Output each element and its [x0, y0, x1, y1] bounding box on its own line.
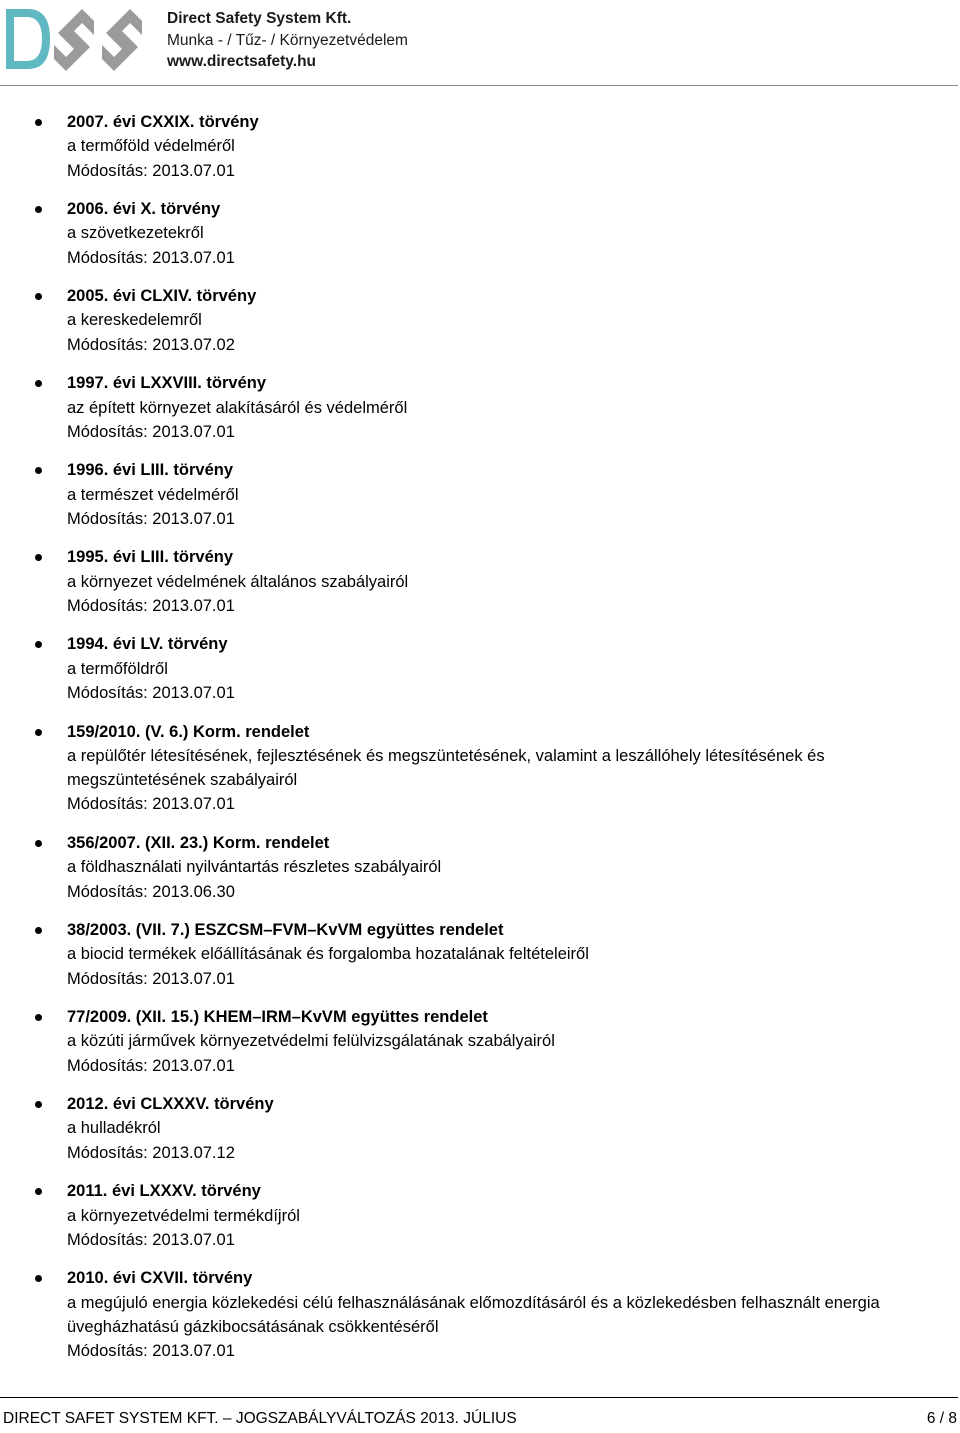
- list-item: [0, 371, 960, 444]
- bullet-icon: [35, 119, 42, 126]
- regulation-subject: az épített környezet alakításáról és védelméről: [67, 398, 408, 417]
- regulation-title: 2011. évi LXXXV. törvény: [67, 1182, 261, 1201]
- bullet-icon: [35, 729, 42, 736]
- regulation-title: 159/2010. (V. 6.) Korm. rendelet: [67, 722, 310, 741]
- list-item: [0, 545, 960, 618]
- header-divider: [0, 85, 958, 86]
- modification-date: Módosítás: 2013.07.01: [67, 684, 235, 703]
- list-item: [0, 458, 960, 531]
- page-header: [0, 0, 960, 86]
- bullet-icon: [35, 293, 42, 300]
- regulation-title: 2005. évi CLXIV. törvény: [67, 287, 257, 306]
- bullet-icon: [35, 380, 42, 387]
- regulation-subject: a hulladékról: [67, 1119, 161, 1138]
- modification-date: Módosítás: 2013.07.01: [67, 161, 235, 180]
- regulation-subject: a környezet védelmének általános szabályairól: [67, 572, 409, 591]
- bullet-icon: [35, 641, 42, 648]
- modification-date: Módosítás: 2013.07.02: [67, 335, 235, 354]
- bullet-icon: [35, 554, 42, 561]
- modification-date: Módosítás: 2013.07.01: [67, 422, 235, 441]
- list-item: [0, 284, 960, 357]
- modification-date: Módosítás: 2013.07.12: [67, 1143, 235, 1162]
- regulation-subject: a kereskedelemről: [67, 311, 202, 330]
- list-item: [0, 1005, 960, 1078]
- bullet-icon: [35, 1275, 42, 1282]
- company-tagline: Munka - / Tűz- / Környezetvédelem: [167, 31, 408, 49]
- regulation-title: 77/2009. (XII. 15.) KHEM–IRM–KvVM együttes rendelet: [67, 1008, 488, 1027]
- bullet-icon: [35, 927, 42, 934]
- modification-date: Módosítás: 2013.07.01: [67, 969, 235, 988]
- list-item: [0, 632, 960, 705]
- list-item: [0, 720, 960, 817]
- regulation-subject: a biocid termékek előállításának és forgalomba hozatalának feltételeiről: [67, 945, 589, 964]
- bullet-icon: [35, 1014, 42, 1021]
- regulation-title: 1996. évi LIII. törvény: [67, 461, 233, 480]
- page-footer: [0, 1397, 960, 1433]
- regulation-title: 356/2007. (XII. 23.) Korm. rendelet: [67, 833, 330, 852]
- regulation-subject: a szövetkezetekről: [67, 224, 204, 243]
- bullet-icon: [35, 467, 42, 474]
- dss-logo: [2, 3, 157, 75]
- list-item: [0, 831, 960, 904]
- modification-date: Módosítás: 2013.07.01: [67, 1056, 235, 1075]
- regulation-title: 2012. évi CLXXXV. törvény: [67, 1095, 274, 1114]
- regulation-title: 1994. évi LV. törvény: [67, 635, 228, 654]
- modification-date: Módosítás: 2013.06.30: [67, 882, 235, 901]
- bullet-icon: [35, 206, 42, 213]
- regulation-subject: a repülőtér létesítésének, fejlesztésének és megszüntetésének, valamint a leszállóhely létesítésének és megszüntetésének szabályairól: [67, 746, 825, 790]
- bullet-icon: [35, 840, 42, 847]
- page-number: 6 / 8: [926, 1410, 957, 1427]
- regulation-subject: a természet védelméről: [67, 485, 239, 504]
- list-item: [0, 110, 960, 183]
- company-website-link[interactable]: www.directsafety.hu: [167, 53, 317, 70]
- modification-date: Módosítás: 2013.07.01: [67, 1230, 235, 1249]
- list-item: [0, 1266, 960, 1363]
- regulation-title: 38/2003. (VII. 7.) ESZCSM–FVM–KvVM együttes rendelet: [67, 921, 504, 939]
- list-item: [0, 1092, 960, 1165]
- company-name: Direct Safety System Kft.: [167, 10, 352, 27]
- bullet-icon: [35, 1101, 42, 1108]
- bullet-icon: [35, 1188, 42, 1195]
- modification-date: Módosítás: 2013.07.01: [67, 509, 235, 528]
- company-info: [167, 8, 408, 73]
- modification-date: Módosítás: 2013.07.01: [67, 795, 235, 814]
- regulation-subject: a közúti járművek környezetvédelmi felülvizsgálatának szabályairól: [67, 1032, 555, 1051]
- regulation-subject: a megújuló energia közlekedési célú felhasználásának előmozdításáról és a közlekedésben felhasznált energia üvegházhatású gázkibocsátásának csökkentéséről: [67, 1293, 880, 1336]
- list-item: [0, 197, 960, 270]
- modification-date: Módosítás: 2013.07.01: [67, 596, 235, 615]
- regulation-title: 2010. évi CXVII. törvény: [67, 1269, 253, 1288]
- regulation-title: 1995. évi LIII. törvény: [67, 548, 233, 567]
- regulation-list: [0, 110, 960, 1378]
- regulation-title: 2007. évi CXXIX. törvény: [67, 113, 259, 131]
- regulation-subject: a földhasználati nyilvántartás részletes szabályairól: [67, 858, 442, 877]
- footer-document-title: DIRECT SAFET SYSTEM KFT. – JOGSZABÁLYVÁLTOZÁS 2013. JÚLIUS: [3, 1410, 517, 1427]
- regulation-subject: a termőföld védelméről: [67, 137, 235, 156]
- list-item: [0, 918, 960, 991]
- modification-date: Módosítás: 2013.07.01: [67, 1342, 235, 1361]
- list-item: [0, 1179, 960, 1252]
- regulation-title: 1997. évi LXXVIII. törvény: [67, 374, 267, 393]
- regulation-title: 2006. évi X. törvény: [67, 200, 221, 219]
- footer-divider: [0, 1397, 958, 1398]
- regulation-subject: a környezetvédelmi termékdíjról: [67, 1206, 300, 1225]
- modification-date: Módosítás: 2013.07.01: [67, 248, 235, 267]
- regulation-subject: a termőföldről: [67, 659, 168, 678]
